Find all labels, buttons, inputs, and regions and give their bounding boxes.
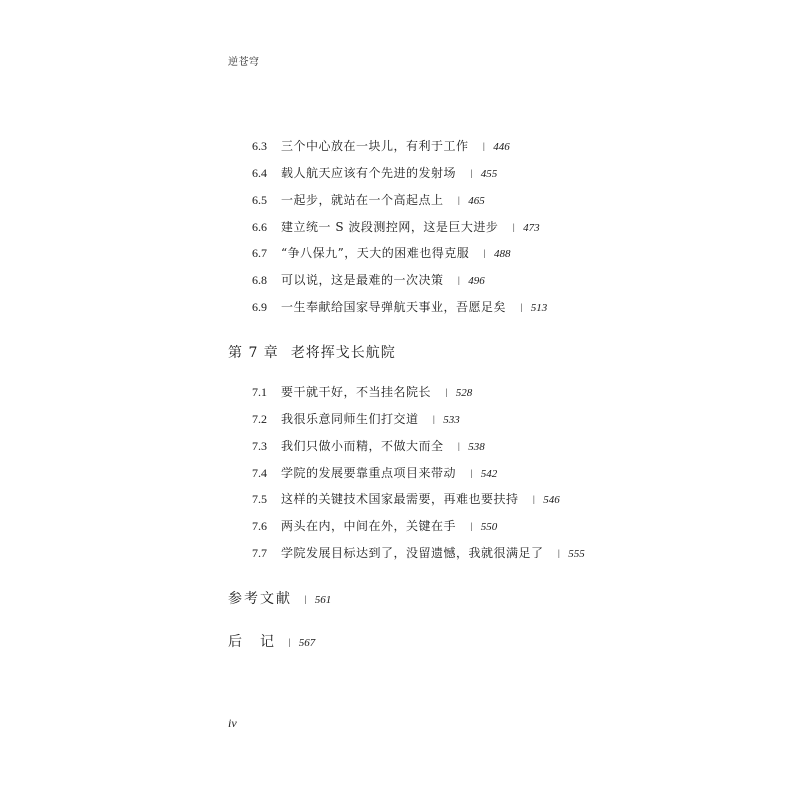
chapter-title: 老将挥戈长航院 <box>290 345 396 361</box>
toc-entry-page: 561 <box>314 594 332 606</box>
toc-entry-page: 550 <box>480 521 498 533</box>
toc-entry-number: 6.8 <box>252 273 267 287</box>
toc-entry-7-3[interactable] <box>252 436 485 456</box>
references-title: 参考文献 <box>228 591 292 607</box>
toc-entry-page: 528 <box>455 387 473 399</box>
toc-entry-page: 533 <box>443 414 460 426</box>
toc-entry-number: 6.5 <box>252 193 267 207</box>
chapter-label: 第 7 章 <box>228 345 279 361</box>
toc-entry-page: 496 <box>468 275 485 287</box>
toc-entry-number: 7.2 <box>252 412 267 426</box>
toc-entry-6-6[interactable] <box>252 217 540 237</box>
toc-entry-title: 两头在内，中间在外，关键在手 <box>281 519 457 533</box>
toc-entry-6-9[interactable] <box>252 297 547 317</box>
page-separator: | <box>288 638 291 647</box>
page-separator: | <box>512 223 516 232</box>
toc-entry-page: 488 <box>493 248 511 260</box>
page-separator: | <box>482 142 486 151</box>
toc-entry-number: 7.7 <box>252 546 267 560</box>
toc-entry-6-7[interactable] <box>252 243 510 263</box>
toc-entry-7-2[interactable] <box>252 409 460 429</box>
toc-entry-7-6[interactable] <box>252 516 497 536</box>
toc-entry-page: 465 <box>468 195 485 207</box>
page-separator: | <box>557 549 561 558</box>
toc-entry-number: 6.4 <box>252 166 267 180</box>
toc-entry-7-7[interactable] <box>252 543 585 563</box>
toc-entry-title: 载人航天应该有个先进的发射场 <box>281 166 457 180</box>
toc-entry-title: 学院的发展要靠重点项目来带动 <box>281 466 457 480</box>
toc-entry-title: 学院发展目标达到了，没留遗憾，我就很满足了 <box>281 546 544 560</box>
toc-entry-title: “争八保九”，天大的困难也得克服 <box>281 246 470 260</box>
toc-entry-number: 7.6 <box>252 519 267 533</box>
page-separator: | <box>457 196 461 205</box>
toc-entry-page: 542 <box>480 468 498 480</box>
toc-entry-7-5[interactable] <box>252 489 560 509</box>
page-separator: | <box>445 388 448 397</box>
toc-entry-7-4[interactable] <box>252 463 497 483</box>
page-separator: | <box>432 415 436 424</box>
page-separator: | <box>470 469 473 478</box>
toc-entry-number: 6.6 <box>252 220 267 234</box>
afterword-title: 后 记 <box>228 634 276 650</box>
toc-entry-title: 要干就干好，不当挂名院长 <box>281 385 432 399</box>
page-separator: | <box>470 169 473 178</box>
toc-entry-number: 7.4 <box>252 466 267 480</box>
toc-entry-number: 7.3 <box>252 439 267 453</box>
toc-entry-page: 473 <box>523 222 540 234</box>
page-folio: iv <box>228 716 237 730</box>
page-separator: | <box>457 276 461 285</box>
toc-entry-6-8[interactable] <box>252 270 485 290</box>
toc-entry-afterword[interactable] <box>228 631 315 653</box>
toc-entry-number: 6.7 <box>252 246 267 260</box>
toc-entry-6-5[interactable] <box>252 190 485 210</box>
toc-entry-page: 567 <box>298 637 316 649</box>
toc-entry-references[interactable] <box>228 588 331 610</box>
page-separator: | <box>483 249 486 258</box>
toc-entry-title: 一起步，就站在一个高起点上 <box>281 193 444 207</box>
toc-entry-page: 446 <box>493 141 510 153</box>
running-head: 逆苍穹 <box>228 57 260 68</box>
page-separator: | <box>457 442 461 451</box>
toc-entry-6-3[interactable] <box>252 136 510 156</box>
toc-entry-6-4[interactable] <box>252 163 497 183</box>
toc-entry-page: 455 <box>480 168 498 180</box>
toc-entry-title: 一生奉献给国家导弹航天事业，吾愿足矣 <box>281 300 507 314</box>
toc-entry-page: 546 <box>543 494 560 506</box>
toc-entry-7-1[interactable] <box>252 382 472 402</box>
page-separator: | <box>304 595 307 604</box>
page-separator: | <box>520 303 523 312</box>
page-separator: | <box>532 495 536 504</box>
page-separator: | <box>470 522 473 531</box>
toc-entry-number: 6.3 <box>252 139 267 153</box>
toc-entry-title: 可以说，这是最难的一次决策 <box>281 273 444 287</box>
toc-entry-title: 我很乐意同师生们打交道 <box>281 412 419 426</box>
toc-entry-page: 555 <box>568 548 585 560</box>
toc-entry-page: 513 <box>530 302 548 314</box>
toc-entry-number: 6.9 <box>252 300 267 314</box>
chapter-7-heading[interactable] <box>228 342 396 364</box>
toc-entry-number: 7.1 <box>252 385 267 399</box>
toc-entry-title: 这样的关键技术国家最需要，再难也要扶持 <box>281 492 519 506</box>
toc-entry-title: 我们只做小而精，不做大而全 <box>281 439 444 453</box>
toc-entry-title: 建立统一 S 波段测控网，这是巨大进步 <box>281 220 499 234</box>
toc-entry-number: 7.5 <box>252 492 267 506</box>
toc-entry-title: 三个中心放在一块儿，有利于工作 <box>281 139 469 153</box>
toc-entry-page: 538 <box>468 441 485 453</box>
